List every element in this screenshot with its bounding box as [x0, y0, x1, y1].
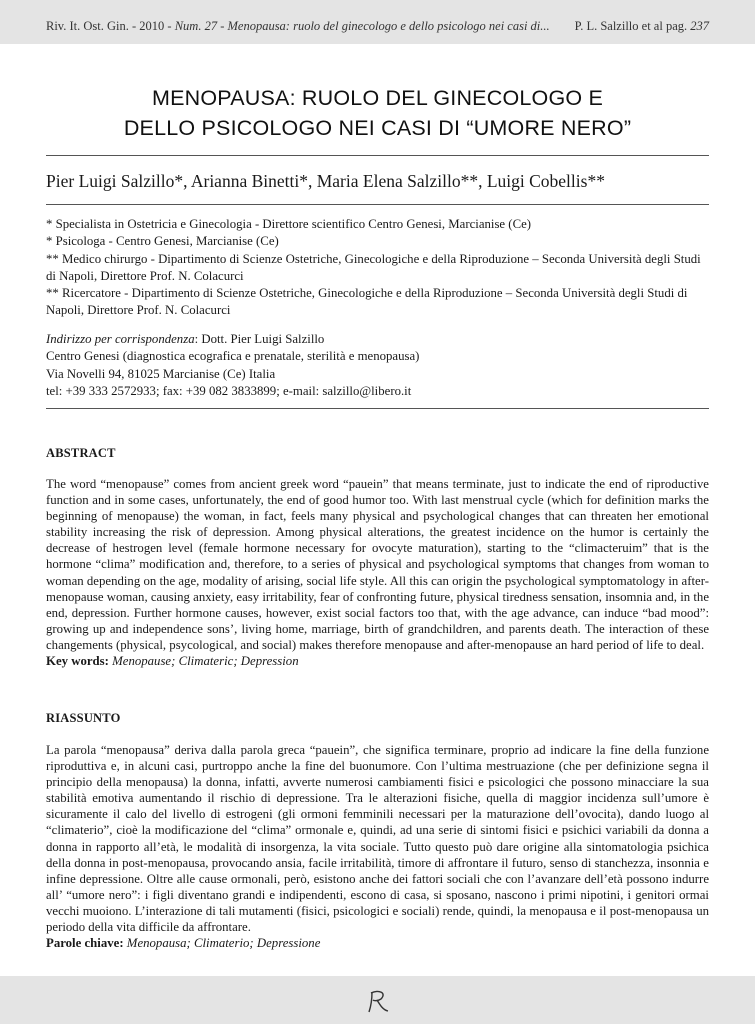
author-list: Pier Luigi Salzillo*, Arianna Binetti*, Maria Elena Salzillo**, Luigi Cobellis**	[46, 171, 605, 191]
parole-chiave-label: Parole chiave:	[46, 936, 124, 951]
riassunto-keywords	[46, 935, 709, 951]
abstract-keywords	[46, 653, 709, 669]
affiliation-item: ** Medico chirurgo - Dipartimento di Scienze Ostetriche, Ginecologiche e della Riproduzione – Seconda Università degli Studi di Napoli, Direttore Prof. N. Colacurci	[46, 251, 701, 283]
abstract-heading: ABSTRACT	[46, 446, 116, 460]
correspondence-name: : Dott. Pier Luigi Salzillo	[194, 332, 325, 346]
correspondence-block	[46, 331, 709, 400]
parole-chiave-value: Menopausa; Climaterio; Depressione	[126, 936, 321, 951]
issue-title: Num. 27 - Menopausa: ruolo del ginecologo e dello psicologo nei casi di...	[174, 19, 550, 33]
correspondence-line: Centro Genesi (diagnostica ecografica e prenatale, sterilità e menopausa)	[46, 349, 420, 364]
keywords-value: Menopause; Climateric; Depression	[112, 654, 299, 669]
journal-logo-icon	[363, 986, 393, 1016]
journal-citation: Riv. It. Ost. Gin. - 2010 -	[46, 19, 175, 33]
riassunto-section	[46, 742, 709, 951]
author-ref: P. L. Salzillo et al	[574, 19, 663, 33]
abstract-text: The word “menopause” comes from ancient greek word “pauein” that means terminate, just to indicate the end of riproductive function and in some cases, unfortunately, the end of good humor too. With last menstrual cycle (which for definition marks the beginning of menopause) the woman, in fact, feels many physical and psychological changes that can threaten her emotional stability increasing the risk of depression. Among physical alterations, the greatest incidence on the humor is certainly the decrease of hestrogen level (female hormone necessary for ovocyte maturation), starting to the “climacteruim” that is the hormone “clima” modification and, therefore, to a series of physical and psychological symptoms that changes from woman to woman depending on the age, modality of arising, social life style. All this can origin the psychological symptomatology in after-menopause woman, causing anxiety, easy irritability, fear of confronting future, physical tiredness sensation, insomnia and, in the end, depression. Further hormone causes, however, exist social factors too that, with the age advance, can induce “bad mood”: growing up and independence sons’, living home, marriage, birth of grandchildren, and parents death. The interaction of these changements (physical, psycological, and social) makes therefore menopause and after-menopause an hard period of life to deal.	[46, 477, 709, 652]
article-title	[46, 83, 709, 143]
riassunto-heading: RIASSUNTO	[46, 711, 121, 725]
affiliations	[46, 216, 709, 320]
title-line-2: DELLO PSICOLOGO NEI CASI DI “UMORE NERO”	[123, 116, 632, 140]
affiliation-item: * Specialista in Ostetricia e Ginecologia - Direttore scientifico Centro Genesi, Marcianise (Ce)	[46, 217, 532, 231]
abstract-section	[46, 476, 709, 669]
running-header-journal	[46, 19, 550, 34]
journal-logo	[0, 986, 755, 1021]
correspondence-label: Indirizzo per corrispondenza	[46, 332, 195, 346]
divider-address	[46, 408, 709, 409]
title-line-1: MENOPAUSA: RUOLO DEL GINECOLOGO E	[151, 86, 604, 110]
page-number: 237	[690, 19, 709, 33]
affiliation-item: * Psicologa - Centro Genesi, Marcianise (Ce)	[46, 234, 279, 249]
correspondence-contact: tel: +39 333 2572933; fax: +39 082 3833899; e-mail: salzillo@libero.it	[46, 383, 412, 398]
correspondence-line: Via Novelli 94, 81025 Marcianise (Ce) Italia	[46, 366, 276, 381]
divider-authors	[46, 204, 709, 205]
divider-top	[46, 155, 709, 156]
running-header-page	[575, 19, 709, 34]
page-label: pag.	[665, 19, 688, 33]
riassunto-text: La parola “menopausa” deriva dalla parola greca “pauein”, che significa terminare, proprio ad indicare la fine della funzione riproduttiva e, in alcuni casi, purtroppo anche la fine del buonumore. Con l’ultima mestruazione (che per definizione segna il principio della menopausa) la donna, infatti, avverte numerosi cambiamenti fisici e psicologici che possono minacciare la sua stabilità emotiva aumentando il rischio di depressione. Tra le alterazioni fisiche, quella di maggior incidenza sull’umore è sicuramente il calo del livello di estrogeni (gli ormoni femminili necessari per la maturazione dell’ovocita), dando luogo al “climaterio”, cioè la modificazione del “clima” ormonale e, quindi, ad una serie di sintomi fisici e psichici variabili da donna a donna in rapporto all’età, le modalità di insorgenza, la vita sociale. Tutto questo può dare origine alla sintomatologia psichica della donna in post-menopausa, provocando ansia, facile irritabilità, timore di affrontare il futuro, senso di stanchezza, insonnia e infine depressione. Oltre alle cause ormonali, però, esistono anche dei fattori sociali che con l’avanzare dell’età possono indurre all’ “umore nero”: i figli diventano grandi e indipendenti, escono di casa, si sposano, nascono i primi nipotini, i genitori ormai vecchi muoiono. L’interazione di tali mutamenti (fisici, psicologici e sociali) rende, quindi, la menopausa e il post-menopausa un periodo della vita difficile da affrontare.	[46, 743, 709, 935]
affiliation-item: ** Ricercatore - Dipartimento di Scienze Ostetriche, Ginecologiche e della Riproduzione – Seconda Università degli Studi di Napoli, Direttore Prof. N. Colacurci	[46, 286, 688, 318]
keywords-label: Key words:	[46, 654, 109, 669]
